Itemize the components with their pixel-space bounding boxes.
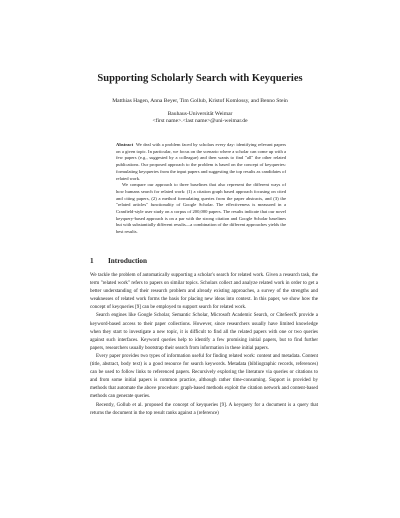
affiliation-block	[0, 111, 400, 125]
affiliation-institution: Bauhaus-Universität Weimar	[167, 111, 233, 117]
paper-title: Supporting Scholarly Search with Keyqueries	[97, 73, 303, 84]
section-title: Introduction	[108, 257, 148, 265]
section-heading	[90, 257, 320, 265]
affiliation-email: <first name>.<last name>@uni-weimar.de	[152, 118, 248, 124]
author-list: Matthias Hagen, Anna Beyer, Tim Gollub, Kristof Komlossy, and Benno Stein	[112, 98, 288, 104]
section-number: 1	[90, 257, 94, 265]
abstract	[116, 142, 286, 236]
abstract-paragraph: We compare our approach to three baselines that also represent the different ways of how humans search for related work: (1) a citation graph based approach focusing on cited and citing papers, (2) a method formulating queries from the paper abstracts, and (3) the "related articles" functionality of Google Scholar. The effectiveness is measured in a Cranfield-style user study on a corpus of 200,000 papers. The results indicate that our novel keyquery-based approach is on a par with the strong citation and Google Scholar baselines but with substantially different results—a combination of the different approaches yields the best results.	[116, 182, 286, 235]
abstract-label: Abstract	[116, 142, 134, 147]
abstract-paragraph	[116, 142, 286, 182]
abstract-text-1: We deal with a problem faced by scholars every day: identifying relevant papers on a given topic. In particular, we focus on the scenario where a scholar can come up with a few papers (e.g., suggested by a colleague) and then wants to find "all" the other related publications. Our proposed approach to the problem is based on the concept of keyqueries: formulating keyqueries from the input papers and suggesting the top results as candidates of related work.	[116, 142, 286, 181]
body-paragraph: Every paper provides two types of information useful for finding related work: content and metadata. Content (title, abstract, body text) is a good resource for search keywords. Metadata (bibliographic records, references) can be used to follow links to referenced papers. Recursively exploring the literature via queries or citations to and from some initial papers is common practice, although rather time-consuming. Support is provided by methods that automate the above procedure: graph-based methods exploit the citation network and content-based methods can generate queries.	[90, 353, 318, 400]
body-paragraph: Recently, Gollub et al. proposed the concept of keyqueries [9]. A keyquery for a document is a query that returns the document in the top result ranks against a (reference)	[90, 402, 318, 416]
body-paragraph: Search engines like Google Scholar, Semantic Scholar, Microsoft Academic Search, or CiteSeerX provide a keyword-based access to their paper collections. However, since researchers usually have limited knowledge when they start to investigate a new topic, it is difficult to find all the related papers with one or two queries against such interfaces. Keyword queries help to identify a few promising initial papers, but to find further papers, researchers usually bootstrap their search from information in these initial papers.	[90, 313, 318, 351]
body-text	[90, 272, 318, 418]
body-paragraph: We tackle the problem of automatically supporting a scholar's search for related work. Given a research task, the term "related work" refers to papers on similar topics. Scholars collect and analyze related work in order to get a better understanding of their research problem and already existing approaches, a survey of the strengths and weaknesses of related work forms the basis for placing new ideas into context. In this paper, we show how the concept of keyqueries [9] can be employed to support search for related work.	[90, 273, 318, 311]
